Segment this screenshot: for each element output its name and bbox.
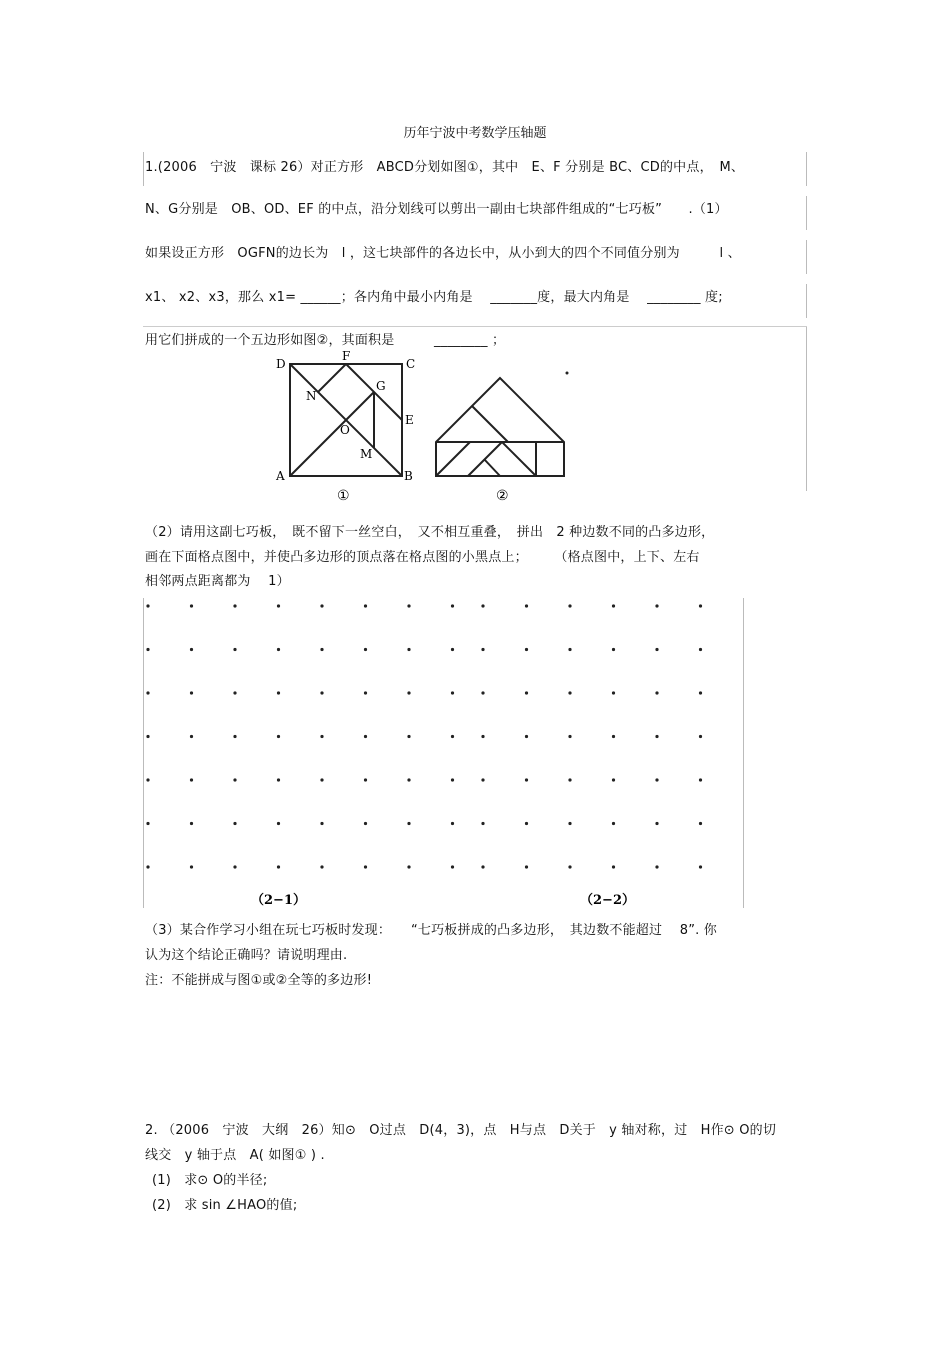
scan-border [806,240,807,274]
grid-2-2-dot [612,691,615,694]
fig1-label-F: F [342,349,351,363]
q2-sub-2: (2) 求 sin ∠HAO的值; [152,1198,298,1213]
grid-2-2-dot [655,604,658,607]
grid-2-1-dot [407,865,410,868]
grid-2-1-dot [320,822,323,825]
grid-2-1-dot [407,604,410,607]
grid-2-2-dot [699,822,702,825]
grid-2-1-dot [407,822,410,825]
grid-2-1-dot [451,604,454,607]
grid-2-2-dot [481,648,484,651]
fig1-label-E: E [405,413,414,427]
fig1-label-O: O [340,423,350,437]
grid-2-1-dot [451,822,454,825]
fig1-caption: ① [337,488,350,504]
grid-2-1-dot [190,865,193,868]
grid-2-2-dot [481,778,484,781]
grid-2-1-dot [451,735,454,738]
grid-2-2-dot [655,822,658,825]
grid-2-2-dot [655,778,658,781]
grid-2-2-dot [612,822,615,825]
grid-2-2-dot [481,604,484,607]
grid-caption-2-1: （2−1） [251,893,306,908]
grid-2-1-dot [233,648,236,651]
fig1-label-A: A [276,469,285,483]
q1-line-3: 如果设正方形 OGFN的边长为 l ，这七块部件的各边长中，从小到大的四个不同值分别为 l 、 [145,246,741,261]
grid-2-1-dot [146,691,149,694]
grid-2-1-dot [320,778,323,781]
q2-line-1: 2. （2006 宁波 大纲 26）知⊙ O过点 D(4，3)，点 H与点 D关于 y 轴对称，过 H作⊙ O的切 [145,1123,777,1138]
q1-line-1: 1.(2006 宁波 课标 26）对正方形 ABCD分划如图①，其中 E、F 分别是 BC、CD的中点， M、 [145,160,745,175]
grid-2-2-dot [655,648,658,651]
grid-2-1-dot [146,648,149,651]
grid-2-2-dot [568,865,571,868]
scan-border [806,152,807,186]
scan-border [143,326,807,327]
grid-2-2-dot [699,778,702,781]
scan-border [806,196,807,230]
grid-2-1-dot [190,735,193,738]
grid-2-2-dot [568,691,571,694]
fig1-label-D: D [276,357,286,371]
grid-caption-2-2: （2−2） [580,893,635,908]
grid-2-1-dot [233,604,236,607]
grid-2-1-dot [233,735,236,738]
scan-border [143,152,144,186]
grid-2-2-dot [699,865,702,868]
grid-2-2-dot [612,778,615,781]
grid-2-1-dot [146,822,149,825]
grid-2-1-dot [233,822,236,825]
fig2-caption: ② [496,488,509,504]
q1-part2-line-3: 相邻两点距离都为 1） [145,574,290,589]
grid-2-1-dot [364,865,367,868]
grid-2-2-dot [612,648,615,651]
grid-2-1-dot [146,604,149,607]
grid-2-1-dot [451,865,454,868]
grid-2-1-dot [233,865,236,868]
grid-2-2-dot [568,778,571,781]
grid-2-2-dot [525,735,528,738]
fig1-label-B: B [404,469,413,483]
grid-2-1-dot [190,822,193,825]
q2-line-2: 线交 y 轴于点 A( 如图① ) . [145,1148,325,1163]
grid-2-1-dot [320,604,323,607]
grid-2-2-dot [612,735,615,738]
scan-border [806,284,807,318]
fig1-label-N: N [306,389,317,403]
grid-2-2-dot [699,691,702,694]
q1-line-5: 用它们拼成的一个五边形如图②，其面积是 ________ ； [145,333,506,348]
page-title: 历年宁波中考数学压轴题 [403,126,547,141]
grid-2-1-dot [320,735,323,738]
grid-2-1-dot [320,691,323,694]
grid-2-1-dot [233,778,236,781]
grid-2-2-dot [699,648,702,651]
grid-2-2-dot [481,822,484,825]
grid-2-1-dot [277,604,280,607]
grid-2-1-dot [451,691,454,694]
grid-2-1-dot [190,604,193,607]
grid-2-1-dot [277,778,280,781]
grid-2-2-dot [525,822,528,825]
grid-2-1-dot [233,691,236,694]
grid-2-1-dot [407,691,410,694]
grid-2-1-dot [320,648,323,651]
grid-2-2-dot [568,648,571,651]
grid-2-1-dot [364,648,367,651]
grid-2-2-dot [655,735,658,738]
grid-2-1-dot [277,648,280,651]
grid-2-1-dot [277,735,280,738]
grid-2-2-dot [612,604,615,607]
q1-part3-line-2: 认为这个结论正确吗？请说明理由. [145,948,348,963]
scan-speck [566,372,569,375]
grid-2-1-dot [190,778,193,781]
grid-2-1-dot [146,735,149,738]
grid-2-1-dot [451,648,454,651]
grid-2-2-dot [699,735,702,738]
grid-2-1-dot [190,691,193,694]
grid-2-1-dot [407,648,410,651]
tangram-figures [260,346,590,506]
fig1-label-G: G [376,379,386,393]
fig1-label-C: C [406,357,416,371]
q1-note: 注：不能拼成与图①或②全等的多边形! [145,973,373,988]
grid-2-2-dot [481,865,484,868]
grid-2-1-dot [277,865,280,868]
grid-2-1-dot [364,691,367,694]
grid-2-1-dot [364,822,367,825]
scan-border [806,326,807,491]
grid-2-1-dot [146,865,149,868]
q1-part2-line-2: 画在下面格点图中，并使凸多边形的顶点落在格点图的小黑点上； （格点图中，上下、左右 [145,550,700,565]
grid-2-2-dot [568,822,571,825]
grid-2-1-dot [277,822,280,825]
grid-2-2-dot [568,735,571,738]
q1-line-4: x1、 x2、x3，那么 x1= ______；各内角中最小内角是 _______度，最大内角是 ________ 度; [145,290,723,305]
grid-2-2-dot [525,604,528,607]
grid-2-1-dot [364,778,367,781]
q1-line-2: N、G分别是 OB、OD、EF 的中点，沿分划线可以剪出一副由七块部件组成的“七巧板” .（1） [145,202,728,217]
grid-2-2-dot [612,865,615,868]
grid-2-2-dot [568,604,571,607]
q2-sub-1: (1) 求⊙ O的半径; [152,1173,268,1188]
q1-part3-line-1: （3）某合作学习小组在玩七巧板时发现： “七巧板拼成的凸多边形， 其边数不能超过 8”. 你 [145,923,718,938]
dot-grid-figures [143,598,744,910]
grid-2-1-dot [407,735,410,738]
grid-2-2-dot [655,865,658,868]
grid-2-1-dot [364,604,367,607]
grid-2-2-dot [655,691,658,694]
grid-2-1-dot [407,778,410,781]
fig1-label-M: M [360,447,373,461]
grid-2-1-dot [190,648,193,651]
grid-2-2-dot [525,691,528,694]
q1-part2-line-1: （2）请用这副七巧板， 既不留下一丝空白， 又不相互重叠， 拼出 2 种边数不同的凸多边形， [145,525,715,540]
grid-2-2-dot [525,778,528,781]
grid-2-1-dot [277,691,280,694]
figure-2-pentagon [436,378,564,476]
grid-2-1-dot [451,778,454,781]
grid-2-2-dot [481,691,484,694]
grid-2-2-dot [525,865,528,868]
grid-2-1-dot [146,778,149,781]
grid-2-2-dot [525,648,528,651]
grid-2-2-dot [481,735,484,738]
grid-2-1-dot [364,735,367,738]
grid-2-1-dot [320,865,323,868]
grid-2-2-dot [699,604,702,607]
